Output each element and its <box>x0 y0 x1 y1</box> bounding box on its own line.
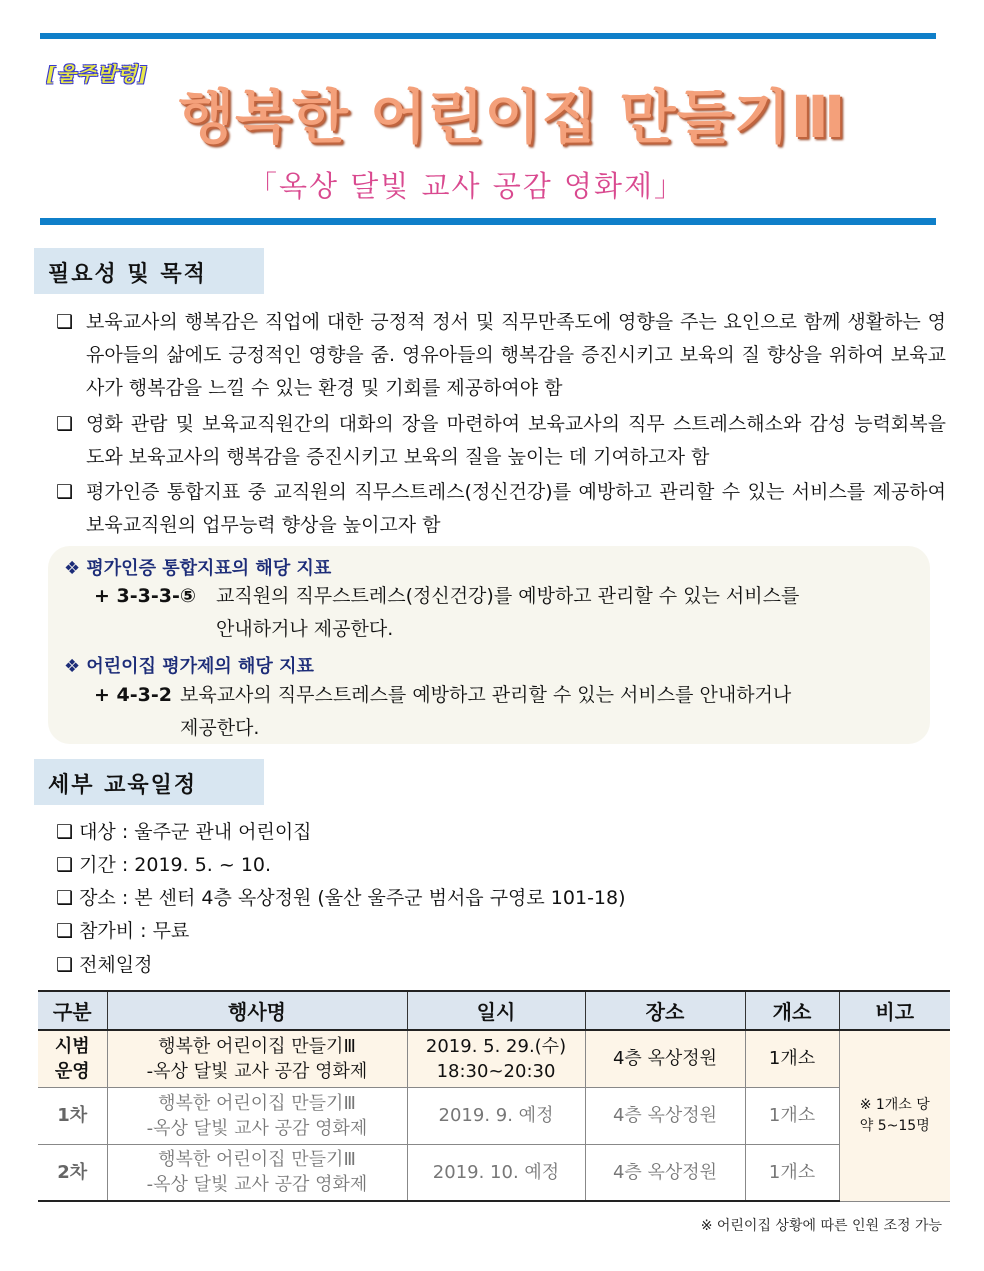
event-subname: -옥상 달빛 교사 공감 영화제 <box>146 1174 368 1196</box>
schedule-item-period: ❑ 기간 : 2019. 5. ~ 10. <box>56 854 272 876</box>
column-header: 일시 <box>407 991 585 1030</box>
schedule-item-target: ❑ 대상 : 울주군 관내 어린이집 <box>56 821 312 843</box>
row-place: 4층 옥상정원 <box>585 1087 745 1144</box>
purpose-paragraph-1 <box>56 306 946 405</box>
column-header: 비고 <box>839 991 950 1030</box>
event-name: 행복한 어린이집 만들기Ⅲ <box>158 1035 356 1057</box>
indicator-heading-1: ❖ 평가인증 통합지표의 해당 지표 <box>64 558 332 579</box>
purpose-paragraph-3 <box>56 476 946 542</box>
note-line-2: 약 5~15명 <box>859 1117 930 1134</box>
row-place: 4층 옥상정원 <box>585 1030 745 1087</box>
row-date: 2019. 9. 예정 <box>407 1087 585 1144</box>
row-count: 1개소 <box>745 1087 839 1144</box>
table-row <box>38 1087 950 1144</box>
event-subname: -옥상 달빛 교사 공감 영화제 <box>146 1117 368 1139</box>
page-title: 행복한 어린이집 만들기Ⅲ <box>178 83 847 151</box>
table-row <box>38 1144 950 1201</box>
header-tag: [울주발령] <box>46 62 149 86</box>
note-line-1: ※ 1개소 당 <box>859 1096 930 1113</box>
schedule-table <box>38 990 950 1202</box>
top-rule <box>40 33 936 39</box>
purpose-paragraph-2 <box>56 408 946 474</box>
row-event <box>107 1144 407 1201</box>
row-kind: 시범 운영 <box>38 1030 107 1087</box>
indicator-text-1b: 안내하거나 제공한다. <box>216 618 394 640</box>
indicator-code-1: + 3-3-3-⑤ <box>94 585 196 607</box>
indicator-item-1 <box>94 580 196 613</box>
event-name: 행복한 어린이집 만들기Ⅲ <box>158 1149 356 1171</box>
indicator-text-2a: 보육교사의 직무스트레스를 예방하고 관리할 수 있는 서비스를 안내하거나 <box>180 684 792 706</box>
row-date: 2019. 10. 예정 <box>407 1144 585 1201</box>
checkbox-bullet-icon: ❑ <box>56 481 74 503</box>
paragraph-text: 영화 관람 및 보육교직원간의 대화의 장을 마련하여 보육교사의 직무 스트레스해소와 감성 능력회복을 도와 보육교사의 행복감을 증진시키고 보육의 질을 높이는 데 기여하고자 함 <box>86 413 946 468</box>
section-heading-purpose: 필요성 및 목적 <box>34 248 264 294</box>
schedule-item-fee: ❑ 참가비 : 무료 <box>56 920 190 942</box>
checkbox-bullet-icon: ❑ <box>56 413 74 435</box>
row-count: 1개소 <box>745 1144 839 1201</box>
date-line: 2019. 5. 29.(수) <box>425 1035 567 1057</box>
row-place: 4층 옥상정원 <box>585 1144 745 1201</box>
schedule-item-place: ❑ 장소 : 본 센터 4층 옥상정원 (울산 울주군 범서읍 구영로 101-18) <box>56 887 626 909</box>
column-header: 행사명 <box>107 991 407 1030</box>
row-event <box>107 1087 407 1144</box>
column-header: 구분 <box>38 991 107 1030</box>
indicator-text-1a: 교직원의 직무스트레스(정신건강)를 예방하고 관리할 수 있는 서비스를 <box>216 585 800 607</box>
paragraph-text: 평가인증 통합지표 중 교직원의 직무스트레스(정신건강)를 예방하고 관리할 수 있는 서비스를 제공하여 보육교직원의 업무능력 향상을 높이고자 함 <box>86 481 946 536</box>
row-kind: 1차 <box>38 1087 107 1144</box>
column-header: 장소 <box>585 991 745 1030</box>
indicator-box <box>48 546 930 744</box>
footnote: ※ 어린이집 상황에 따른 인원 조정 가능 <box>700 1218 942 1234</box>
table-header-row <box>38 991 950 1030</box>
row-note <box>839 1030 950 1201</box>
row-event <box>107 1030 407 1087</box>
page-subtitle: 「옥상 달빛 교사 공감 영화제」 <box>248 169 686 203</box>
column-header: 개소 <box>745 991 839 1030</box>
indicator-heading-2: ❖ 어린이집 평가제의 해당 지표 <box>64 656 314 677</box>
indicator-code-2: + 4-3-2 <box>94 684 172 706</box>
event-name: 행복한 어린이집 만들기Ⅲ <box>158 1092 356 1114</box>
paragraph-text: 보육교사의 행복감은 직업에 대한 긍정적 정서 및 직무만족도에 영향을 주는 요인으로 함께 생활하는 영유아들의 삶에도 긍정적인 영향을 줌. 영유아들의 행복감을 증진시키고 보육의 질 향상을 위하여 보육교사가 행복감을 느낄 수 있는 환경 및 기회를 제공하여야 함 <box>86 311 946 399</box>
section-heading-schedule: 세부 교육일정 <box>34 759 264 805</box>
event-subname: -옥상 달빛 교사 공감 영화제 <box>146 1060 368 1082</box>
table-row <box>38 1030 950 1087</box>
checkbox-bullet-icon: ❑ <box>56 311 74 333</box>
indicator-text-2b: 제공한다. <box>180 717 260 739</box>
time-line: 18:30~20:30 <box>436 1060 556 1082</box>
row-kind: 2차 <box>38 1144 107 1201</box>
row-count: 1개소 <box>745 1030 839 1087</box>
indicator-item-2 <box>94 679 172 712</box>
bottom-rule <box>40 218 936 225</box>
row-date <box>407 1030 585 1087</box>
schedule-item-overall: ❑ 전체일정 <box>56 954 153 976</box>
